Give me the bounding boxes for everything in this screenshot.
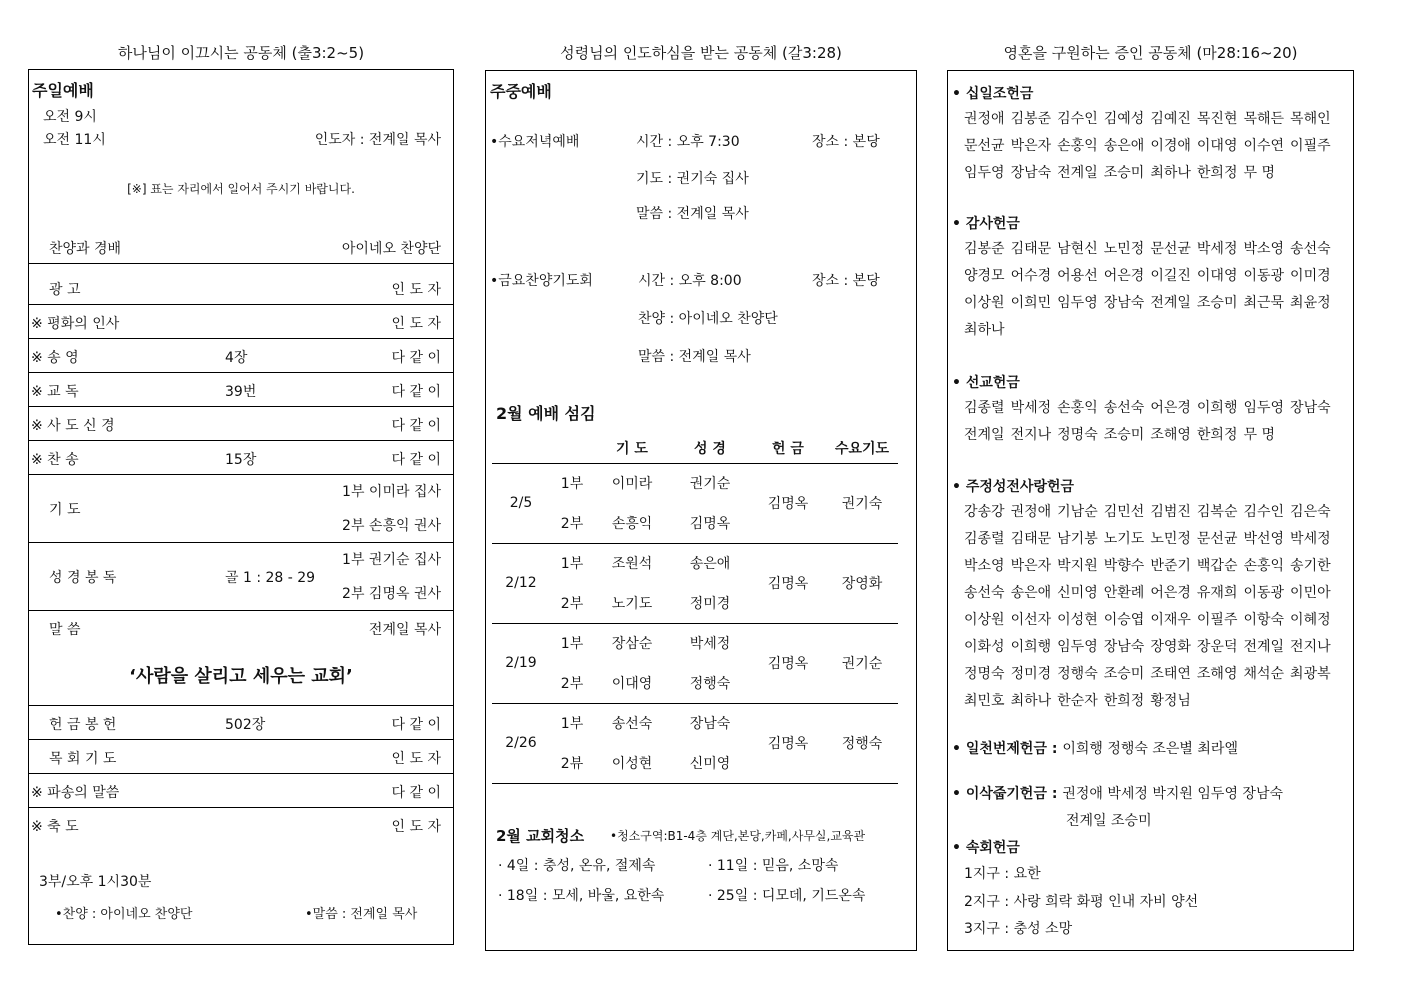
donor-name: 조승미 <box>1103 165 1145 181</box>
donor-name: 장영화 <box>1150 639 1191 655</box>
donor-name: 남현신 <box>1057 241 1098 257</box>
donor-name: 김봉준 <box>964 241 1005 257</box>
schedule-part: 2부 <box>550 663 594 703</box>
sunday-time-1: 오전 9시 <box>43 109 97 125</box>
donor-name: 노민정 <box>1103 241 1145 257</box>
order-person: 인 도 자 <box>391 751 441 767</box>
donor-name: 조해영 <box>1196 666 1238 682</box>
schedule-part: 2부 <box>550 583 594 623</box>
schedule-bible: 정미경 <box>670 583 750 623</box>
order-item: 찬양과 경배 <box>49 241 122 257</box>
donor-name: 기남순 <box>1057 504 1098 520</box>
donor-name: 이상원 <box>964 295 1005 311</box>
order-row <box>29 373 453 407</box>
donor-name: 전지나 <box>1290 639 1331 655</box>
donor-name: 박은자 <box>1010 558 1052 574</box>
donor-name: 장운덕 <box>1196 639 1238 655</box>
schedule-row <box>492 703 898 743</box>
schedule-header-wed-prayer: 수요기도 <box>826 433 898 463</box>
schedule-bible: 박세정 <box>689 636 731 653</box>
order-row <box>29 441 453 475</box>
donor-name: 이수연 <box>1243 138 1285 154</box>
order-person: 인 도 자 <box>391 316 441 332</box>
schedule-part: 1부 <box>560 556 584 573</box>
donor-name: 김민선 <box>1103 504 1145 520</box>
donor-name: 장남숙 <box>1290 400 1331 416</box>
fri-service-name: •금요찬양기도회 <box>490 273 593 289</box>
donor-name: 김종렬 <box>964 400 1005 416</box>
donor-name: 김예진 <box>1150 111 1191 127</box>
order-row <box>29 611 453 645</box>
thanks-title: • 감사헌금 <box>952 216 1020 232</box>
thanks-title-text: 감사헌금 <box>965 216 1020 232</box>
donor-name: 장남숙 <box>1103 295 1145 311</box>
schedule-bible: 장남숙 <box>689 716 731 733</box>
left-column-title: 하나님이 이끄시는 공동체 (출3:2~5) <box>117 44 365 62</box>
donor-name: 문선균 <box>964 138 1005 154</box>
schedule-bible: 권기순 <box>689 476 731 493</box>
schedule-header-date <box>492 433 550 463</box>
donor-name: 어용선 <box>1057 268 1098 284</box>
donor-name: 무 명 <box>1243 427 1275 443</box>
order-person: 전계일 목사 <box>368 622 441 638</box>
donor-name: 손홍익 <box>1243 558 1285 574</box>
order-detail: 골 1 : 28 - 29 <box>225 570 316 586</box>
tithe-title-text: 십일조헌금 <box>965 86 1034 102</box>
donor-name: 노기도 <box>1103 531 1145 547</box>
order-item: 성 경 봉 독 <box>49 570 117 586</box>
donor-name: 이혜정 <box>1290 612 1331 628</box>
donor-name: 백갑순 <box>1196 558 1238 574</box>
order-person: 다 같 이 <box>391 717 441 733</box>
donor-name: 한순자 <box>1057 693 1098 709</box>
thousand-title: 일천번제헌금 : <box>965 741 1058 757</box>
donor-name: 이재우 <box>1150 612 1191 628</box>
sermon-title: ‘사람을 살리고 세우는 교회’ <box>129 666 353 687</box>
wed-service-word: 말씀 : 전계일 목사 <box>636 206 749 222</box>
donor-name: 박소영 <box>964 558 1005 574</box>
donor-name: 송기한 <box>1290 558 1331 574</box>
order-item: 헌 금 봉 헌 <box>49 717 117 733</box>
schedule-offering: 김명옥 <box>750 623 826 703</box>
order-row <box>29 706 453 740</box>
donor-name: 전계일 <box>1150 295 1191 311</box>
schedule-row <box>492 543 898 583</box>
order-row <box>29 407 453 441</box>
standing-note: [※] 표는 자리에서 일어서 주시기 바랍니다. <box>127 182 355 196</box>
schedule-date: 2/12 <box>492 543 550 623</box>
donor-name: 박세정 <box>1196 241 1238 257</box>
donor-name: 송선숙 <box>1103 400 1145 416</box>
order-person: 다 같 이 <box>391 418 441 434</box>
donor-name: 김예성 <box>1103 111 1145 127</box>
donor-name: 이길진 <box>1150 268 1191 284</box>
cleaning-week-1: · 4일 : 충성, 온유, 절제속 <box>498 858 656 874</box>
order-item: ※ 축 도 <box>31 819 79 835</box>
order-item: 기 도 <box>49 502 81 518</box>
donor-name: 임두영 <box>1057 639 1098 655</box>
right-column-title: 영혼을 구원하는 증인 공동체 (마28:16~20) <box>1003 44 1298 62</box>
gleaning-title: 이삭줍기헌금 : <box>965 786 1058 802</box>
order-row <box>29 271 453 305</box>
wed-service-name: •수요저녁예배 <box>490 134 580 150</box>
donor-name: 김봉준 <box>1010 111 1052 127</box>
order-detail: 502장 <box>225 717 266 733</box>
donor-name: 반준기 <box>1150 558 1191 574</box>
donor-name: 김태문 <box>1010 531 1052 547</box>
donor-name: 이대영 <box>1196 268 1238 284</box>
building-title: • 주정성전사랑헌금 <box>952 479 1075 495</box>
order-item: ※ 평화의 인사 <box>31 316 120 332</box>
order-detail: 39번 <box>225 384 257 400</box>
donor-name: 김종렬 <box>964 531 1005 547</box>
donor-name: 김복순 <box>1196 504 1238 520</box>
donor-name: 이경애 <box>1150 138 1191 154</box>
donor-name: 전지나 <box>1010 427 1052 443</box>
donor-name: 문선균 <box>1150 241 1191 257</box>
district-2: 2지구 : 사랑 희락 화평 인내 자비 양선 <box>964 894 1199 910</box>
district-title-text: 속회헌금 <box>965 840 1020 856</box>
schedule-offering: 김명옥 <box>750 463 826 543</box>
order-detail: 15장 <box>225 452 257 468</box>
donor-name: 안환례 <box>1103 585 1145 601</box>
schedule-offering: 김명옥 <box>750 703 826 783</box>
tithe-names <box>964 106 1350 187</box>
midweek-heading: 주중예배 <box>490 82 552 101</box>
order-person: 다 같 이 <box>391 452 441 468</box>
schedule-part: 2부 <box>550 503 594 543</box>
order-person: 다 같 이 <box>391 350 441 366</box>
cleaning-title: 2월 교회청소 <box>496 827 585 845</box>
service-schedule-table <box>492 433 898 784</box>
donor-name: 정행숙 <box>1057 666 1098 682</box>
district-title: • 속회헌금 <box>952 840 1020 856</box>
schedule-title: 2월 예배 섬김 <box>496 404 596 423</box>
cleaning-week-3: · 18일 : 모세, 바울, 요한속 <box>498 888 665 904</box>
sunday-time-2: 오전 11시 <box>43 132 106 148</box>
schedule-prayer: 조원석 <box>611 556 653 573</box>
order-person-1: 1부 권기순 집사 <box>342 552 441 568</box>
donor-name: 이필주 <box>1196 612 1238 628</box>
order-item: 목 회 기 도 <box>49 751 117 767</box>
schedule-wed-prayer: 장영화 <box>826 543 898 623</box>
order-detail: 4장 <box>225 350 248 366</box>
schedule-prayer: 송선숙 <box>611 716 653 733</box>
donor-name: 정미경 <box>1010 666 1052 682</box>
donor-name: 어은경 <box>1150 400 1191 416</box>
schedule-part: 1부 <box>560 636 584 653</box>
order-item: ※ 찬 송 <box>31 452 79 468</box>
donor-name: 송선숙 <box>1290 241 1331 257</box>
donor-name: 최윤정 <box>1290 295 1331 311</box>
schedule-header-offering: 헌 금 <box>750 433 826 463</box>
thousand-names: 이희행 정행숙 조은별 최라엘 <box>1062 741 1238 757</box>
donor-name: 조승미 <box>1196 295 1238 311</box>
schedule-bible: 정행숙 <box>670 663 750 703</box>
donor-name: 어은경 <box>1150 585 1191 601</box>
donor-name: 손홍익 <box>1057 400 1098 416</box>
schedule-prayer: 이성현 <box>594 743 670 783</box>
donor-name: 권정애 <box>1010 504 1052 520</box>
donor-name: 최민호 <box>964 693 1005 709</box>
donor-name: 이선자 <box>1010 612 1052 628</box>
order-item: ※ 파송의 말씀 <box>31 785 120 801</box>
schedule-offering: 김명옥 <box>750 543 826 623</box>
sunday-service-panel <box>28 69 454 945</box>
donor-name: 권정애 <box>964 111 1005 127</box>
donor-name: 이상원 <box>964 612 1005 628</box>
thousand-offering: • 일천번제헌금 : 이희행 정행숙 조은별 최라엘 <box>952 741 1238 757</box>
donor-name: 이동광 <box>1243 585 1285 601</box>
donor-name: 목해든 <box>1243 111 1285 127</box>
donor-name: 임두영 <box>1243 400 1285 416</box>
donor-name: 김범진 <box>1150 504 1191 520</box>
schedule-row <box>492 623 898 663</box>
donor-name: 이화성 <box>964 639 1005 655</box>
gleaning-names: 권정애 박세정 박지원 임두영 장남숙 <box>1062 786 1283 802</box>
third-service-word: •말씀 : 전계일 목사 <box>305 907 418 922</box>
schedule-wed-prayer: 권기숙 <box>826 463 898 543</box>
donor-name: 황정님 <box>1150 693 1191 709</box>
donor-name: 이민아 <box>1290 585 1331 601</box>
donor-name: 송선숙 <box>964 585 1005 601</box>
donor-name: 양경모 <box>964 268 1005 284</box>
donor-name: 전계일 <box>1243 639 1285 655</box>
midweek-service-panel <box>485 70 917 951</box>
donor-name: 문선균 <box>1196 531 1238 547</box>
donor-name: 장남숙 <box>1103 639 1145 655</box>
donor-name: 조승미 <box>1103 666 1145 682</box>
wed-service-time: 시간 : 오후 7:30 <box>636 134 740 150</box>
schedule-date: 2/5 <box>492 463 550 543</box>
donor-name: 전계일 <box>1057 165 1098 181</box>
district-3: 3지구 : 충성 소망 <box>964 921 1073 937</box>
donor-name: 임두영 <box>964 165 1005 181</box>
donor-name: 이성현 <box>1057 612 1098 628</box>
donor-name: 최광복 <box>1290 666 1331 682</box>
divider <box>29 705 453 706</box>
donor-name: 정명숙 <box>1057 427 1098 443</box>
donor-name: 송은애 <box>1103 138 1145 154</box>
donor-name: 어은경 <box>1103 268 1145 284</box>
sunday-heading: 주일예배 <box>32 81 94 100</box>
donor-name: 손홍익 <box>1057 138 1098 154</box>
sunday-leader: 인도자 : 전계일 목사 <box>314 132 441 148</box>
order-person: 아이네오 찬양단 <box>341 241 441 257</box>
wed-service-prayer: 기도 : 권기숙 집사 <box>636 171 749 187</box>
wed-service-place: 장소 : 본당 <box>812 134 880 150</box>
building-title-text: 주정성전사랑헌금 <box>965 479 1075 495</box>
cleaning-week-2: · 11일 : 믿음, 소망속 <box>708 858 839 874</box>
donor-name: 정명숙 <box>964 666 1005 682</box>
fri-service-word: 말씀 : 전계일 목사 <box>638 349 751 365</box>
order-item: 말 씀 <box>49 622 81 638</box>
donor-name: 박향수 <box>1103 558 1145 574</box>
gleaning-names-2: 전계일 조승미 <box>1066 813 1152 829</box>
schedule-part: 1부 <box>560 716 584 733</box>
order-person-1: 1부 이미라 집사 <box>342 484 441 500</box>
donor-name: 이동광 <box>1243 268 1285 284</box>
order-item: ※ 사 도 신 경 <box>31 418 115 434</box>
schedule-header-row <box>492 433 898 463</box>
donor-name: 이승엽 <box>1103 612 1145 628</box>
thanks-names <box>964 236 1350 344</box>
donor-name: 김은숙 <box>1290 504 1331 520</box>
order-row <box>29 774 453 808</box>
donor-name: 이희행 <box>1196 400 1238 416</box>
schedule-prayer: 이대영 <box>594 663 670 703</box>
gleaning-offering: • 이삭줍기헌금 : 권정애 박세정 박지원 임두영 장남숙 <box>952 786 1283 802</box>
mission-title: • 선교헌금 <box>952 375 1020 391</box>
order-row <box>29 808 453 842</box>
cleaning-area: •청소구역:B1-4층 계단,본당,카페,사무실,교육관 <box>610 829 866 843</box>
donor-name: 조해영 <box>1150 427 1191 443</box>
donor-name: 박선영 <box>1243 531 1285 547</box>
order-person: 다 같 이 <box>391 785 441 801</box>
donor-name: 박은자 <box>1010 138 1052 154</box>
donor-name: 강송강 <box>964 504 1005 520</box>
donor-name: 최하나 <box>1010 693 1052 709</box>
schedule-prayer: 이미라 <box>611 476 653 493</box>
donor-name: 노민정 <box>1150 531 1191 547</box>
donor-name: 장남숙 <box>1010 165 1052 181</box>
order-row <box>29 740 453 774</box>
donor-name: 유재희 <box>1196 585 1238 601</box>
schedule-prayer: 노기도 <box>594 583 670 623</box>
schedule-row <box>492 463 898 503</box>
mission-title-text: 선교헌금 <box>965 375 1020 391</box>
order-item: ※ 송 영 <box>31 350 79 366</box>
donor-name: 신미영 <box>1057 585 1098 601</box>
middle-column-title: 성령님의 인도하심을 받는 공동체 (갈3:28) <box>560 44 842 62</box>
schedule-header-bible: 성 경 <box>670 433 750 463</box>
donor-name: 한희정 <box>1196 427 1238 443</box>
donor-name: 이대영 <box>1196 138 1238 154</box>
order-person-2: 2부 손흥익 권사 <box>342 518 441 534</box>
schedule-bible: 송은애 <box>689 556 731 573</box>
donor-name: 송은애 <box>1010 585 1052 601</box>
order-item: 광 고 <box>49 282 81 298</box>
donor-name: 무 명 <box>1243 165 1275 181</box>
order-row <box>29 475 453 543</box>
donor-name: 김수인 <box>1243 504 1285 520</box>
donor-name: 이희행 <box>1010 639 1052 655</box>
offering-panel <box>947 70 1354 951</box>
donor-name: 전계일 <box>964 427 1005 443</box>
schedule-bible: 신미영 <box>670 743 750 783</box>
donor-name: 이필주 <box>1290 138 1331 154</box>
donor-name: 이항숙 <box>1243 612 1285 628</box>
building-names <box>964 499 1350 715</box>
donor-name: 조승미 <box>1103 427 1145 443</box>
donor-name: 박세정 <box>1010 400 1052 416</box>
schedule-wed-prayer: 권기순 <box>826 623 898 703</box>
order-person: 인 도 자 <box>391 282 441 298</box>
district-1: 1지구 : 요한 <box>964 866 1041 882</box>
donor-name: 김태문 <box>1010 241 1052 257</box>
donor-name: 임두영 <box>1057 295 1098 311</box>
donor-name: 박세정 <box>1290 531 1331 547</box>
donor-name: 목진현 <box>1196 111 1238 127</box>
order-row <box>29 339 453 373</box>
schedule-wed-prayer: 정행숙 <box>826 703 898 783</box>
donor-name: 채석순 <box>1243 666 1285 682</box>
mission-names <box>964 395 1350 449</box>
schedule-part: 2뷰 <box>550 743 594 783</box>
third-service-time: 3부/오후 1시30분 <box>39 874 152 890</box>
order-person-2: 2부 김명옥 권사 <box>342 586 441 602</box>
donor-name: 어수경 <box>1010 268 1052 284</box>
schedule-bible: 김명옥 <box>670 503 750 543</box>
donor-name: 조태연 <box>1150 666 1191 682</box>
order-row <box>29 305 453 339</box>
donor-name: 최하나 <box>1150 165 1191 181</box>
order-item: ※ 교 독 <box>31 384 79 400</box>
donor-name: 최근묵 <box>1243 295 1285 311</box>
schedule-prayer: 손흥익 <box>594 503 670 543</box>
donor-name: 김수인 <box>1057 111 1098 127</box>
order-row <box>29 230 453 264</box>
schedule-part: 1부 <box>560 476 584 493</box>
cleaning-week-4: · 25일 : 디모데, 기드온속 <box>708 888 866 904</box>
schedule-date: 2/26 <box>492 703 550 783</box>
donor-name: 박지원 <box>1057 558 1098 574</box>
schedule-date: 2/19 <box>492 623 550 703</box>
order-person: 인 도 자 <box>391 819 441 835</box>
donor-name: 이희민 <box>1010 295 1052 311</box>
fri-service-place: 장소 : 본당 <box>812 273 880 289</box>
donor-name: 이미경 <box>1290 268 1331 284</box>
schedule-header-part <box>550 433 594 463</box>
order-row <box>29 543 453 611</box>
third-service-praise: •찬양 : 아이네오 찬양단 <box>55 907 193 922</box>
donor-name: 최하나 <box>964 322 1005 338</box>
donor-name: 한희정 <box>1196 165 1238 181</box>
fri-service-time: 시간 : 오후 8:00 <box>638 273 742 289</box>
fri-service-praise: 찬양 : 아이네오 찬양단 <box>638 311 778 327</box>
donor-name: 박소영 <box>1243 241 1285 257</box>
tithe-title: • 십일조헌금 <box>952 86 1034 102</box>
donor-name: 한희정 <box>1103 693 1145 709</box>
schedule-prayer: 장삼순 <box>611 636 653 653</box>
donor-name: 남기봉 <box>1057 531 1098 547</box>
schedule-header-prayer: 기 도 <box>594 433 670 463</box>
order-person: 다 같 이 <box>391 384 441 400</box>
donor-name: 목해인 <box>1290 111 1331 127</box>
